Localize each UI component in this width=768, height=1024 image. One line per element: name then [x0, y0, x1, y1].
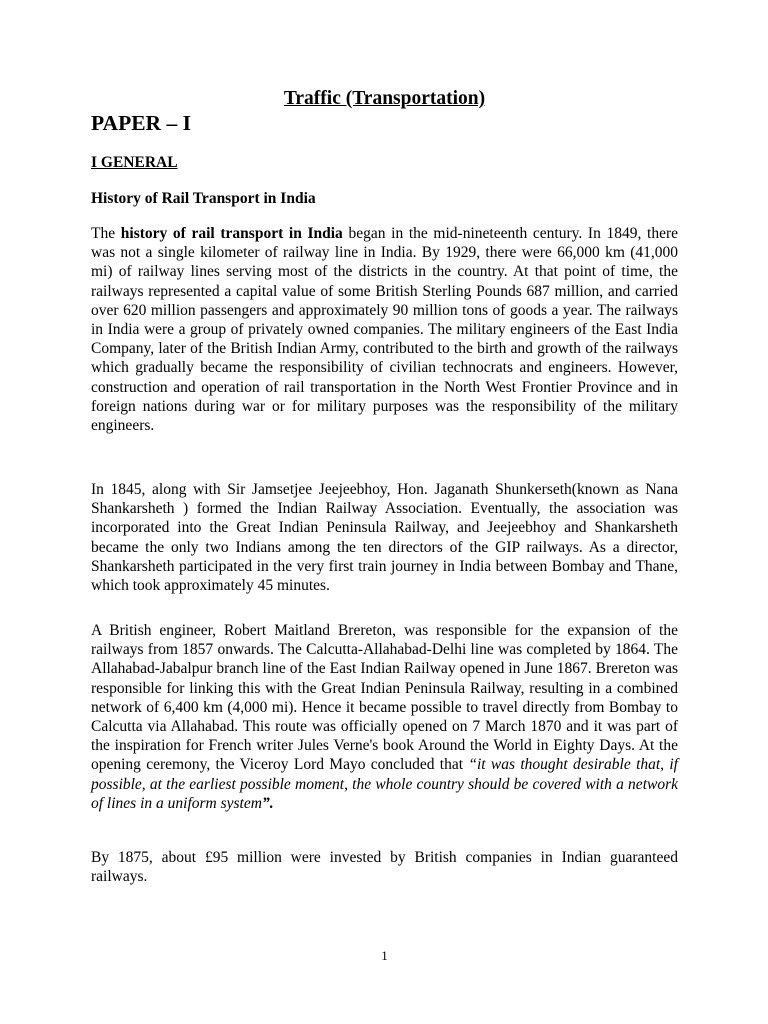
paper-heading: PAPER – I: [91, 111, 191, 135]
paragraph-investment: By 1875, about £95 million were invested by British companies in Indian guaranteed railways.: [91, 849, 678, 886]
document-title: Traffic (Transportation): [283, 88, 486, 109]
paragraph-lead: The: [91, 225, 121, 242]
mayo-quote-end: ”.: [261, 794, 274, 812]
paragraph-body: A British engineer, Robert Maitland Brereton, was responsible for the expansion of the railways from 1857 onwards. The Calcutta-Allahabad-Delhi line was completed by 1864. The Allahabad-Jabalpur branch line of the East Indian Railway opened in June 1867. Brereton was responsible for linking this with the Great Indian Peninsula Railway, resulting in a combined network of 6,400 km (4,000 mi). Hence it became possible to travel directly from Bombay to Calcutta via Allahabad. This route was officially opened on 7 March 1870 and it was part of the inspiration for French writer Jules Verne's book Around the World in Eighty Days. At the opening ceremony, the Viceroy Lord Mayo concluded that: [91, 622, 678, 774]
paragraph-brereton-expansion: [91, 621, 678, 813]
document-page: [91, 0, 678, 1024]
paragraph-bold-term: history of rail transport in India: [120, 225, 343, 242]
paragraph-body: began in the mid-nineteenth century. In 1849, there was not a single kilometer of railway line in India. By 1929, there were 66,000 km (41,000 mi) of railway lines serving most of the districts in the country. At that point of time, the railways represented a capital value of some British Sterling Pounds 687 million, and carried over 620 million passengers and approximately 90 million tons of goods a year. The railways in India were a group of privately owned companies. The military engineers of the East India Company, later of the British Indian Army, contributed to the birth and growth of the railways which gradually became the responsibility of civilian technocrats and engineers. However, construction and operation of rail transportation in the North West Frontier Province and in foreign nations during war or for military purposes was the responsibility of the military engineers.: [91, 225, 678, 435]
page-number: 1: [381, 948, 388, 963]
paragraph-history-intro: [91, 224, 678, 435]
paragraph-railway-association: In 1845, along with Sir Jamsetjee Jeejeebhoy, Hon. Jaganath Shunkerseth(known as Nana Shankarsheth ) formed the Indian Railway Association. Eventually, the association was incorporated into the Great Indian Peninsula Railway, and Jeejeebhoy and Shankarsheth became the only two Indians among the ten directors of the GIP railways. As a director, Shankarsheth participated in the very first train journey in India between Bombay and Thane, which took approximately 45 minutes.: [91, 481, 678, 595]
history-subheading: History of Rail Transport in India: [91, 190, 316, 207]
section-heading: I GENERAL: [91, 154, 178, 171]
mayo-quote: “it was thought desirable that, if possible, at the earliest possible moment, the whole country should be covered with a network of lines in a uniform system: [91, 756, 678, 812]
